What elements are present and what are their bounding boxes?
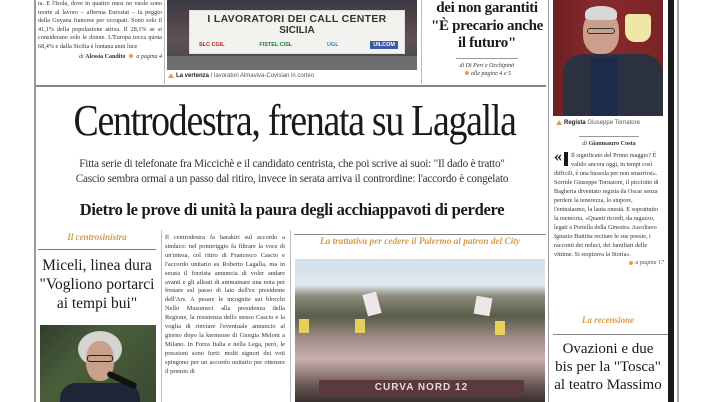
author-name: Alessia Candito [85, 53, 126, 60]
call-center-protest-photo[interactable] [167, 0, 417, 70]
section-kicker: La recensione [581, 315, 635, 325]
drop-cap [564, 152, 568, 166]
stadium-banner: CURVA NORD 12 [319, 380, 524, 396]
page-ref-link[interactable]: a pagina 17 [554, 260, 664, 266]
section-rule [294, 234, 546, 235]
article-byline: di Alessia Candito a pagina 4 [78, 53, 162, 60]
page-ref-link[interactable]: a pagina 4 [136, 53, 162, 60]
section-rule [36, 85, 546, 87]
road [167, 56, 417, 70]
stadium-photo[interactable] [295, 259, 545, 402]
slc-cgil-logo: SLC CGIL [199, 42, 225, 48]
section-rule [38, 249, 156, 250]
union-logos [196, 39, 398, 51]
divider [579, 136, 639, 137]
right-column-divider [548, 0, 549, 402]
centrodestra-article [165, 234, 285, 377]
column-divider [161, 230, 162, 402]
triangle-icon [556, 120, 562, 125]
miceli-headline[interactable]: Miceli, linea dura "Vogliono portarci ai tempi bui" [39, 257, 155, 312]
photo-caption: La vertenza I lavoratori Almaviva-Covisian in corteo [168, 73, 314, 79]
tornatore-photo[interactable] [553, 0, 663, 116]
bullet-icon [629, 261, 633, 265]
page-right-thin-border [677, 0, 679, 402]
page-ref-link[interactable]: alle pagine 4 e 5 [426, 70, 548, 78]
triangle-icon [168, 73, 174, 78]
bullet-icon [465, 71, 469, 75]
uilcom-logo: UILCOM [370, 41, 398, 49]
column-divider [290, 230, 291, 402]
article-body: Il significato del Primo maggio? È valido ancora oggi, in tempi così difficili, è una bussola per non smarrirsi». Sorride Giuseppe Tornatore, il picciotto di Bagheria diventato regista da Oscar senza perdere la tenerezza, lo stupore, l'entusiasmo, la lauta onestà. E soprattutto la memoria. «Quanti ricordi, da ragazzo, legati a Portella della Ginestra. Ascoltavo Ignazio Buttitta recitare le sue poesie, i racconti dei reduci, dei familiari delle vittime. Si respirava la Storia». [554, 152, 659, 258]
divider [456, 58, 518, 59]
miceli-photo[interactable] [40, 325, 156, 402]
column-divider [164, 0, 165, 84]
tosca-headline[interactable]: Ovazioni e due bis per la "Tosca" al teatro Massimo [554, 341, 662, 393]
article-byline: di Di Peri e Occhipinti [459, 62, 515, 69]
page-right-dark-bar [668, 0, 674, 402]
section-kicker[interactable]: La trattativa per cedere il Palermo al patron del City [319, 237, 521, 247]
ugl-logo: UGL [326, 42, 339, 48]
fistel-cisl-logo: FISTEL CISL [259, 42, 293, 48]
page-left-border [34, 0, 36, 402]
photo-caption: Regista Giuseppe Tornatore [556, 120, 640, 126]
main-subhead: Fitta serie di telefonate fra Miccichè e il candidato centrista, che poi scrive ai suoi: "Il dado è tratto" Cascio sembra ormai a un passo dal ritiro, invece in serata arriva il contrordine: l'accordo è congelato [75, 158, 509, 185]
section-rule [553, 334, 668, 335]
column-divider [421, 0, 422, 84]
article-title[interactable]: dei non garantiti "È precario anche il futuro" [430, 0, 544, 51]
bullet-icon [129, 54, 133, 58]
main-headline[interactable]: Centrodestra, frenata su Lagalla [73, 96, 516, 145]
main-deck[interactable]: Dietro le prove di unità la paura degli acchiappavoti di perdere [79, 200, 505, 219]
section-kicker: Il centrosinistra [67, 232, 127, 242]
article-byline: di Gianmauro Costa [582, 140, 636, 147]
article-body: Il centrodestra fa harakiri sul accordo a sindaco: nel pomeriggio fa filtrare la voce di un'intesa, col ritiro di Francesco Cascio e l'accordo unitario su Roberto Lagalla, ma in serata il forzista annuncia di voler andare avanti e gli alleati di ammainare una nota per frenare sul passo di lato dell'ex presidente dell'Ars. A pesare le incognite sui blocchi Nello Musumeci alla presidenza della Regione, la resistenza dello stesso Cascio e la voglia di rinviare l'eventuale annuncio al giorno dopo la kermesse di Giorgia Meloni a Milano. In Forza Italia e nella Lega, però, le pressioni sono forti: molti signori dei voti spingono per un accordo unitario per ottenere il premio di [165, 234, 285, 375]
top-left-article [38, 0, 162, 84]
lamp [625, 14, 651, 42]
tornatore-article [554, 136, 664, 266]
article-body: ta. E l'Isola, dove in quattro mesi no vuole sono morte al lavoro – afferma Eurostat – fa peggio della Guyana francese per occupati. Sono solo il 41,1% della popolazione attiva. Il 28,1% se si considerano solo le donne. L'Europa tocca quota 68,4% e dalla Sicilia è lontana anni luce [38, 0, 162, 50]
precari-article[interactable] [426, 0, 548, 84]
protest-banner: I LAVORATORI DEI CALL CENTER SICILIA SLC CGIL FISTEL CISL UGL UILCOM [189, 10, 405, 54]
quote-open-icon: « [554, 148, 562, 165]
